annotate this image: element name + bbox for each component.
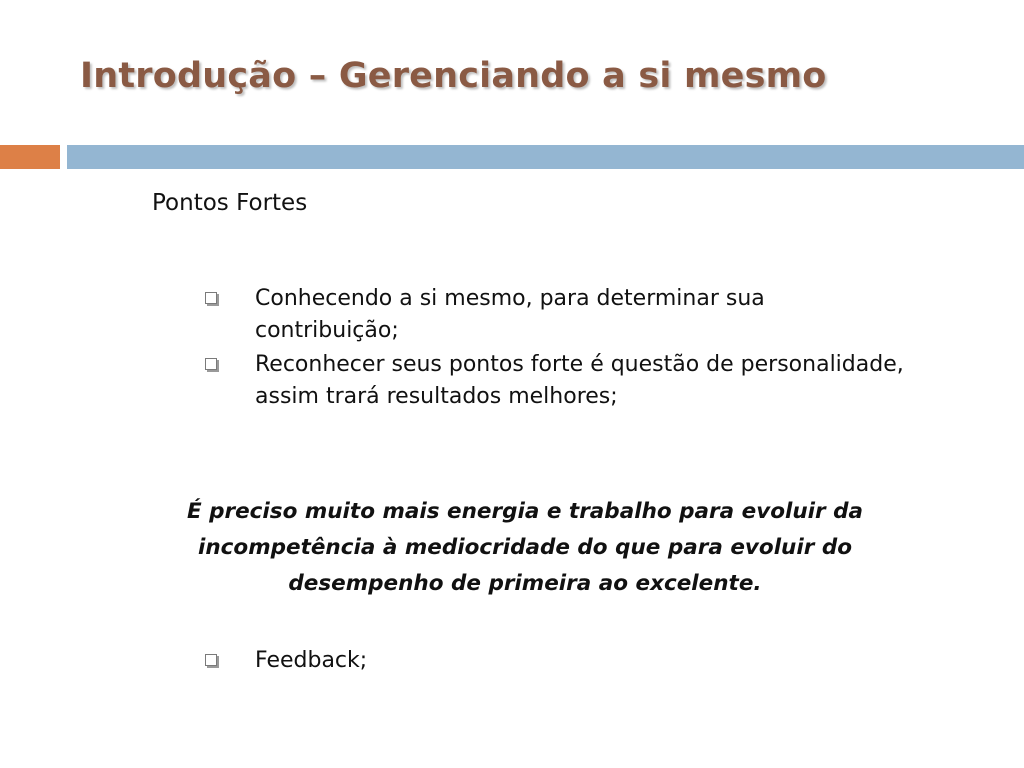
bullet-text: Feedback; xyxy=(255,648,368,673)
slide-title: Introdução – Gerenciando a si mesmo xyxy=(80,56,827,96)
bullet-list-secondary xyxy=(205,645,905,679)
bullet-text: Conhecendo a si mesmo, para determinar sua contribuição; xyxy=(255,286,765,343)
square-bullet-icon xyxy=(205,358,217,370)
bullet-text: Reconhecer seus pontos forte é questão de personalidade, assim trará resultados melhores; xyxy=(255,352,904,409)
section-heading: Pontos Fortes xyxy=(152,190,308,216)
square-bullet-icon xyxy=(205,654,217,666)
accent-bar-blue xyxy=(67,145,1024,169)
bullet-list xyxy=(205,283,905,415)
list-item xyxy=(205,283,905,347)
accent-bar-orange xyxy=(0,145,60,169)
list-item xyxy=(205,349,905,413)
list-item xyxy=(205,645,905,677)
square-bullet-icon xyxy=(205,292,217,304)
emphasis-quote: É preciso muito mais energia e trabalho para evoluir da incompetência à mediocridade do que para evoluir do desempenho de primeira ao excelente. xyxy=(186,499,864,596)
